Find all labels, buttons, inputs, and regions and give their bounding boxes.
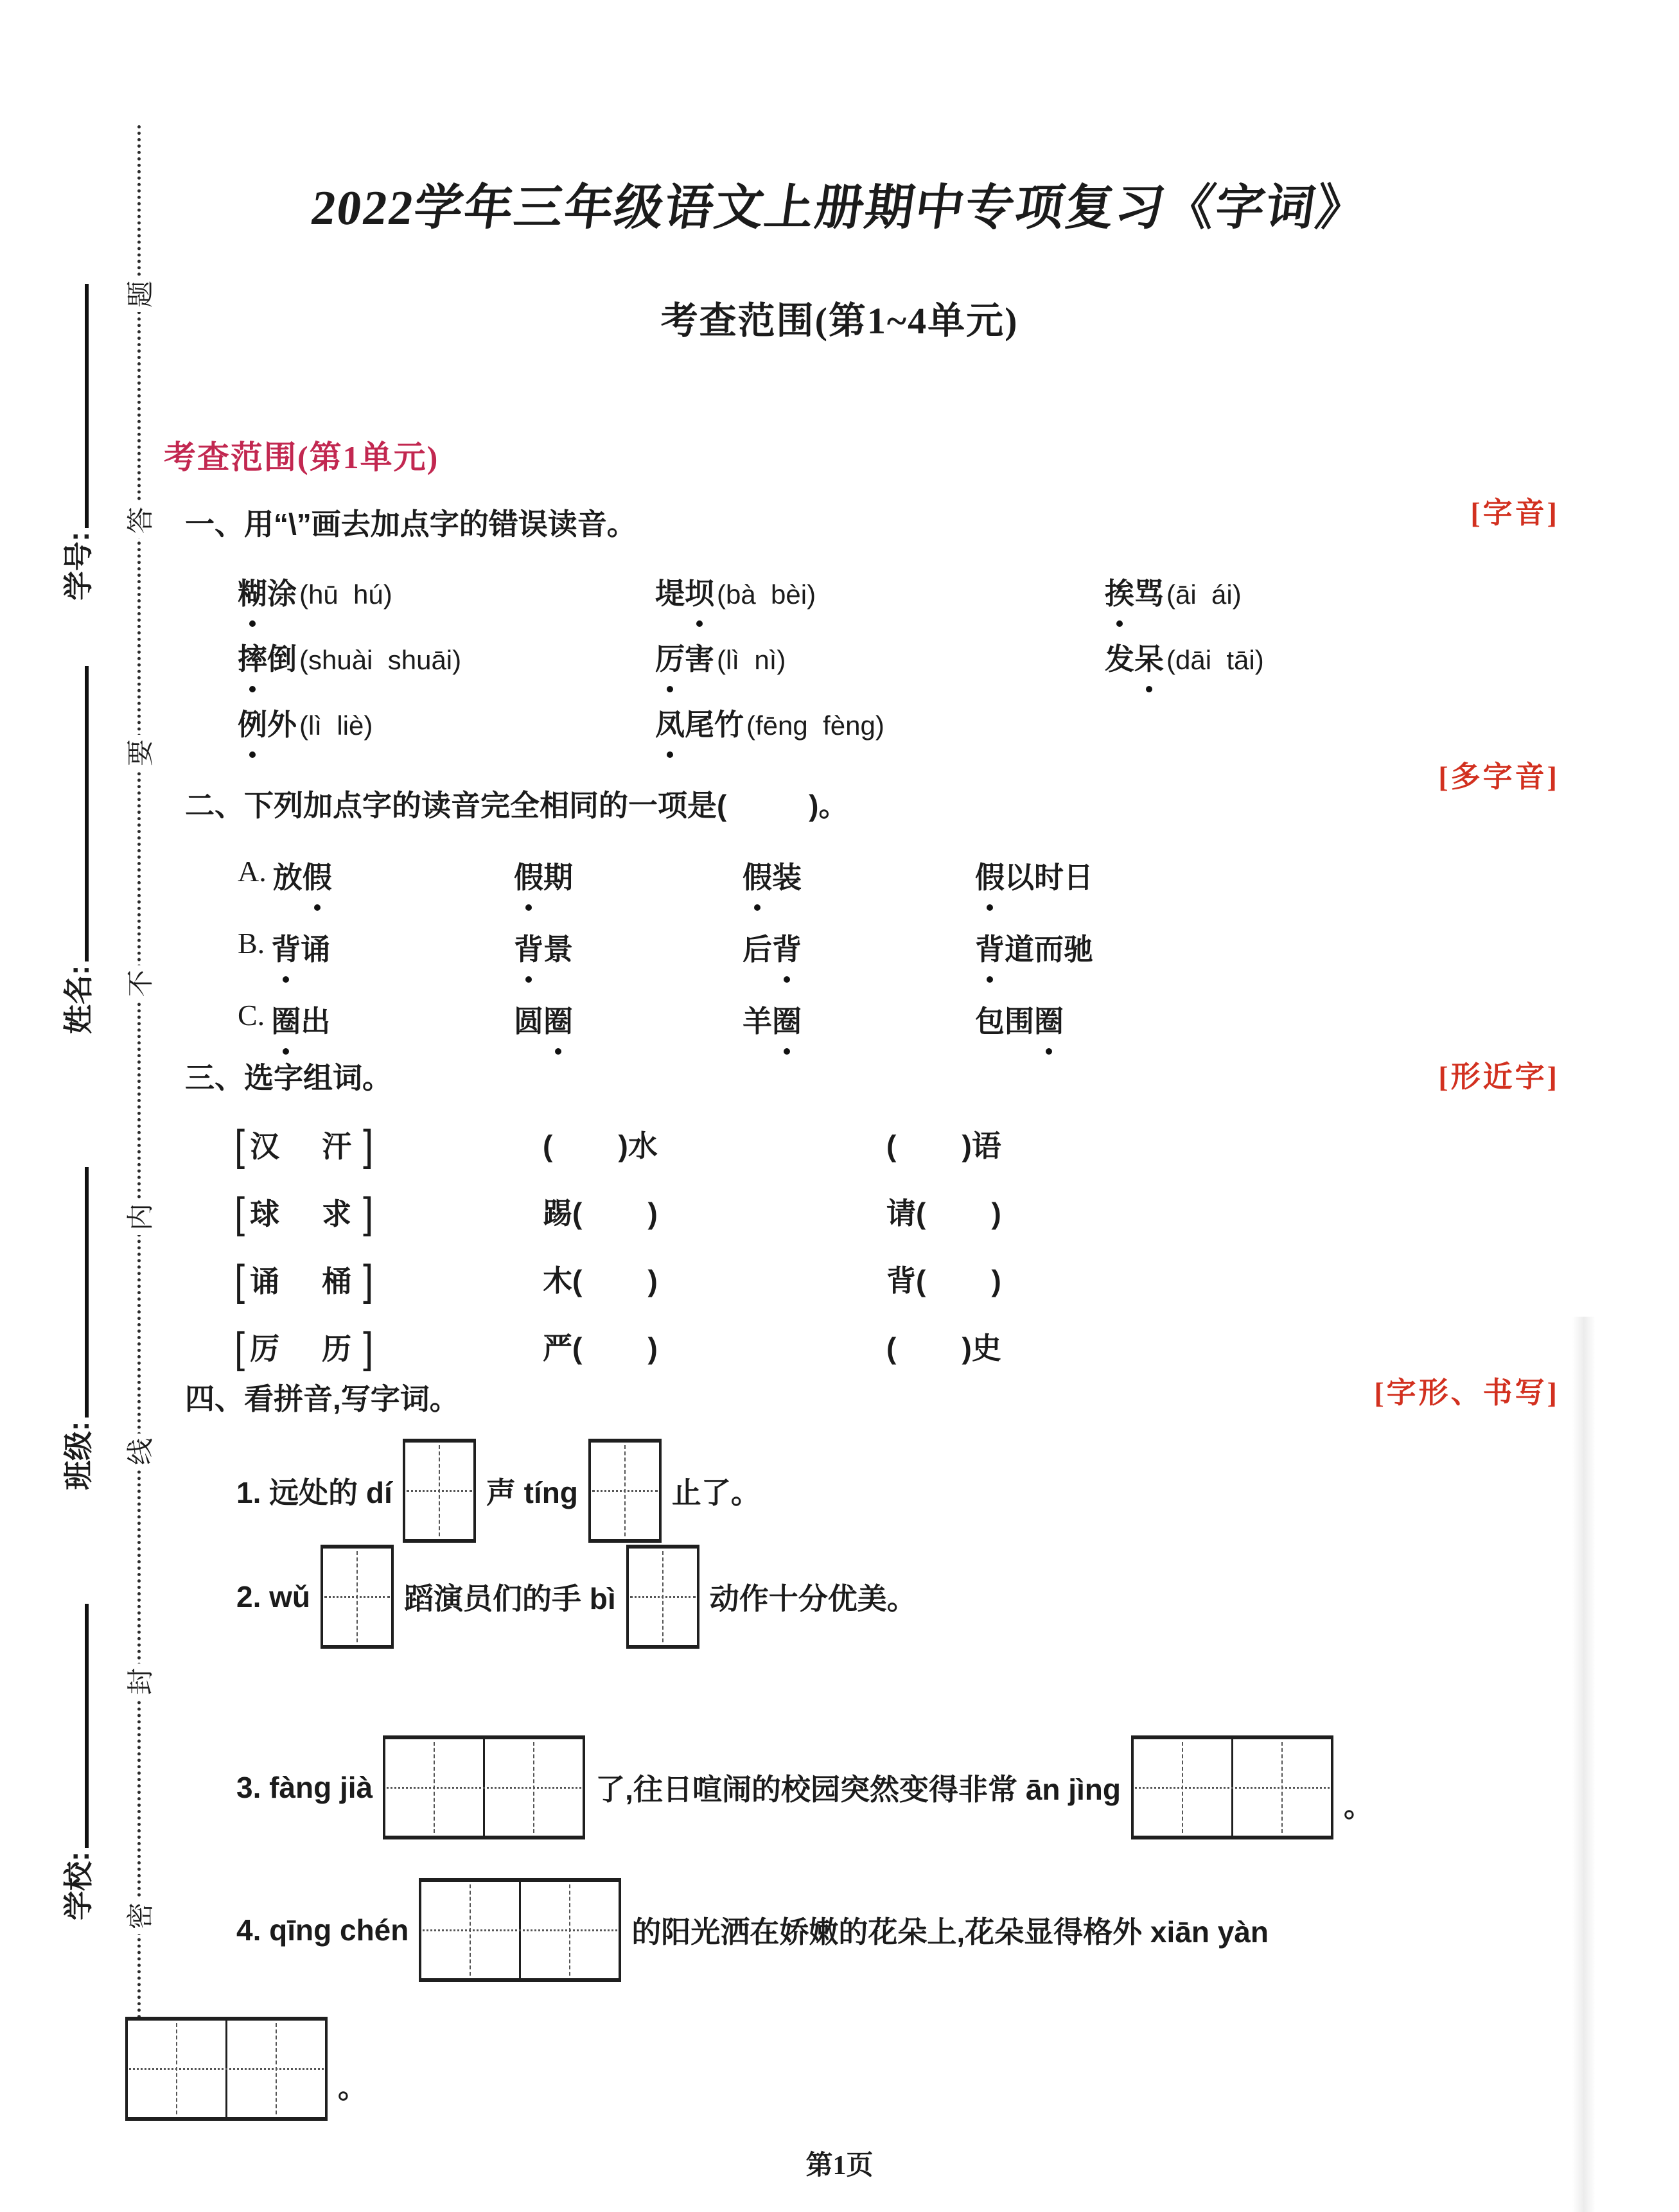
name-field [55,655,94,1034]
seal-char: 密 [121,1898,157,1934]
seal-char: 不 [121,965,157,1001]
seal-dotted-line [137,125,141,2078]
dotted-char: 糊 [238,570,267,613]
writing-cell [323,1549,391,1645]
word-item: 例外(lì liè) [238,701,655,744]
page-subtitle: 考查范围(第1~4单元) [660,300,1019,342]
q3-row-3 [180,1256,1561,1304]
dotted-char: 假 [975,854,1005,897]
writing-cell [1134,1739,1231,1836]
writing-box [403,1439,476,1543]
dotted-char: 例 [238,701,267,744]
q3-row-2 [180,1189,1561,1237]
pinyin: (bà bèi) [717,579,816,610]
question-2-tag: [多字音] [1438,760,1560,793]
option-word: 背景 [514,926,743,969]
right-bracket: ] [363,1324,374,1372]
writing-cell [519,1882,619,1978]
dotted-char: 挨 [1105,570,1134,613]
writing-box [383,1735,585,1839]
dotted-char: 假 [743,854,772,897]
left-bracket: [ [234,1324,245,1372]
class-field [55,1156,94,1490]
right-bracket: ] [363,1256,374,1304]
school-field [55,1593,94,1920]
pinyin: (dāi tāi) [1166,645,1264,675]
seal-char: 线 [121,1434,157,1470]
q2-option-b [180,926,1561,969]
char-pair: [ 汉 汗 ] [234,1121,374,1170]
fill-blank: 踢( ) [543,1197,658,1230]
writing-box [626,1545,699,1649]
writing-box [321,1545,394,1649]
option-word: 圆圈 [514,998,743,1040]
word-item: 发呆(dāi tāi) [1105,636,1561,678]
writing-box [419,1878,621,1982]
word-item: 挨骂(āi ái) [1105,570,1561,613]
question-3-tag: [形近字] [1438,1060,1560,1093]
writing-cell [483,1739,583,1836]
fill-blank: 木( ) [543,1264,658,1297]
question-4-tag: [字形、书写] [1374,1376,1560,1409]
option-label: B. [238,927,265,960]
q1-row-1 [180,570,1561,613]
right-bracket: ] [363,1189,374,1237]
word-item: 凤尾竹(fēng fèng) [655,701,1105,744]
fill-blank: 背( ) [886,1264,1001,1297]
option-word: B. 背 诵 [238,926,514,969]
dotted-char: 背 [514,926,543,969]
pinyin: (fēng fèng) [746,710,884,741]
dotted-char: 假 [303,854,332,897]
writing-cell [128,2021,225,2117]
dotted-char: 凤 [655,701,685,744]
name-label: 姓名: [62,965,95,1034]
right-bracket: ] [363,1121,374,1170]
writing-box [1131,1735,1333,1839]
option-word: 羊圈 [743,998,975,1040]
option-label: A. [238,855,267,888]
writing-cell [629,1549,697,1645]
dotted-char: 圈 [271,998,301,1040]
option-word: 假以时日 [975,854,1561,897]
seal-char: 题 [121,276,157,312]
q3-row-1 [180,1121,1561,1170]
option-word: 假期 [514,854,743,897]
page-title: 2022学年三年级语文上册期中专项复习《字词》 [308,181,1370,235]
writing-cell [225,2021,325,2117]
fill-blank: ( )语 [886,1129,1001,1163]
q3-row-4 [180,1324,1561,1372]
question-4-header [185,1376,1566,1418]
q1-row-3 [180,701,1561,744]
pinyin: (āi ái) [1166,579,1242,610]
name-blank [62,666,89,961]
dotted-char: 背 [975,926,1005,969]
question-1-title: 一、用“\”画去加点字的错误读音。 [185,507,637,541]
dotted-char: 背 [271,926,301,969]
class-label: 班级: [62,1421,95,1490]
q1-row-2 [180,636,1561,678]
fill-blank: ( )水 [543,1129,658,1163]
dotted-char: 圈 [1034,998,1064,1040]
left-bracket: [ [234,1189,245,1237]
seal-char: 答 [121,502,157,538]
page-number: 第1页 [805,2151,874,2181]
class-blank [62,1167,89,1418]
question-3-header [185,1055,1566,1097]
school-blank [62,1604,89,1848]
scan-artifact [1572,1317,1595,2212]
dotted-char: 厉 [655,636,685,678]
question-2-header [185,760,1566,825]
student-id-label: 学号: [62,531,95,601]
dotted-char: 圈 [772,998,802,1040]
dotted-char: 假 [514,854,543,897]
dotted-char: 圈 [543,998,573,1040]
writing-cell [385,1739,483,1836]
seal-char: 内 [121,1199,157,1235]
word-item: 堤坝(bà bèi) [655,570,1105,613]
pinyin: (lì liè) [299,710,373,741]
char-pair: [ 诵 桶 ] [234,1256,374,1304]
q4-item-4-continuation: 。 [125,2014,367,2123]
word-item: 摔倒(shuài shuāi) [238,636,655,678]
q4-item-3: 3. fàng jià 了,往日喧闹的校园突然变得非常 ān jìng 。 [236,1733,1373,1842]
seal-char: 要 [121,735,157,771]
option-word: 包围圈 [975,998,1561,1040]
word-item: 厉害(lì nì) [655,636,1105,678]
question-2-title: 二、下列加点字的读音完全相同的一项是( )。 [185,789,848,822]
writing-cell [405,1443,473,1539]
dotted-char: 呆 [1134,636,1164,678]
section-header: 考查范围(第1单元) [164,439,439,475]
writing-box [588,1439,662,1543]
fill-blank: ( )史 [886,1331,1001,1365]
pinyin: (lì nì) [717,645,786,675]
question-4-title: 四、看拼音,写字词。 [185,1382,459,1416]
q4-item-4: 4. qīng chén 的阳光洒在娇嫩的花朵上,花朵显得格外 xiān yàn [236,1875,1269,1985]
char-pair: [ 厉 历 ] [234,1324,374,1372]
option-word: A. 放 假 [238,854,514,897]
writing-box [125,2017,328,2121]
seal-char: 封 [121,1663,157,1699]
pinyin: (shuài shuāi) [299,645,462,675]
dotted-char: 摔 [238,636,267,678]
question-3-title: 三、选字组词。 [185,1061,392,1094]
word-item: 糊涂(hū hú) [238,570,655,613]
fill-blank: 请( ) [886,1197,1001,1230]
left-bracket: [ [234,1256,245,1304]
content-area [164,0,1561,2212]
q2-option-a [180,854,1561,897]
q2-option-c [180,998,1561,1040]
writing-cell [591,1443,659,1539]
pinyin: (hū hú) [299,579,392,610]
writing-cell [1231,1739,1331,1836]
q4-item-1: 1. 远处的 dí 声 tíng 止了。 [236,1437,760,1543]
writing-cell [421,1882,519,1978]
dotted-char: 坝 [685,570,714,613]
q4-item-2: 2. wǔ 蹈演员们的手 bì 动作十分优美。 [236,1543,917,1649]
option-word: 假装 [743,854,975,897]
school-label: 学校: [62,1851,95,1920]
question-1-header [185,496,1566,543]
char-pair: [ 球 求 ] [234,1189,374,1237]
option-label: C. [238,999,265,1031]
question-1-tag: [字音] [1470,496,1560,529]
option-word: 背道而驰 [975,926,1561,969]
dotted-char: 背 [772,926,802,969]
option-word: 后背 [743,926,975,969]
left-bracket: [ [234,1121,245,1170]
fill-blank: 严( ) [543,1331,658,1365]
option-word: C. 圈 出 [238,998,514,1040]
